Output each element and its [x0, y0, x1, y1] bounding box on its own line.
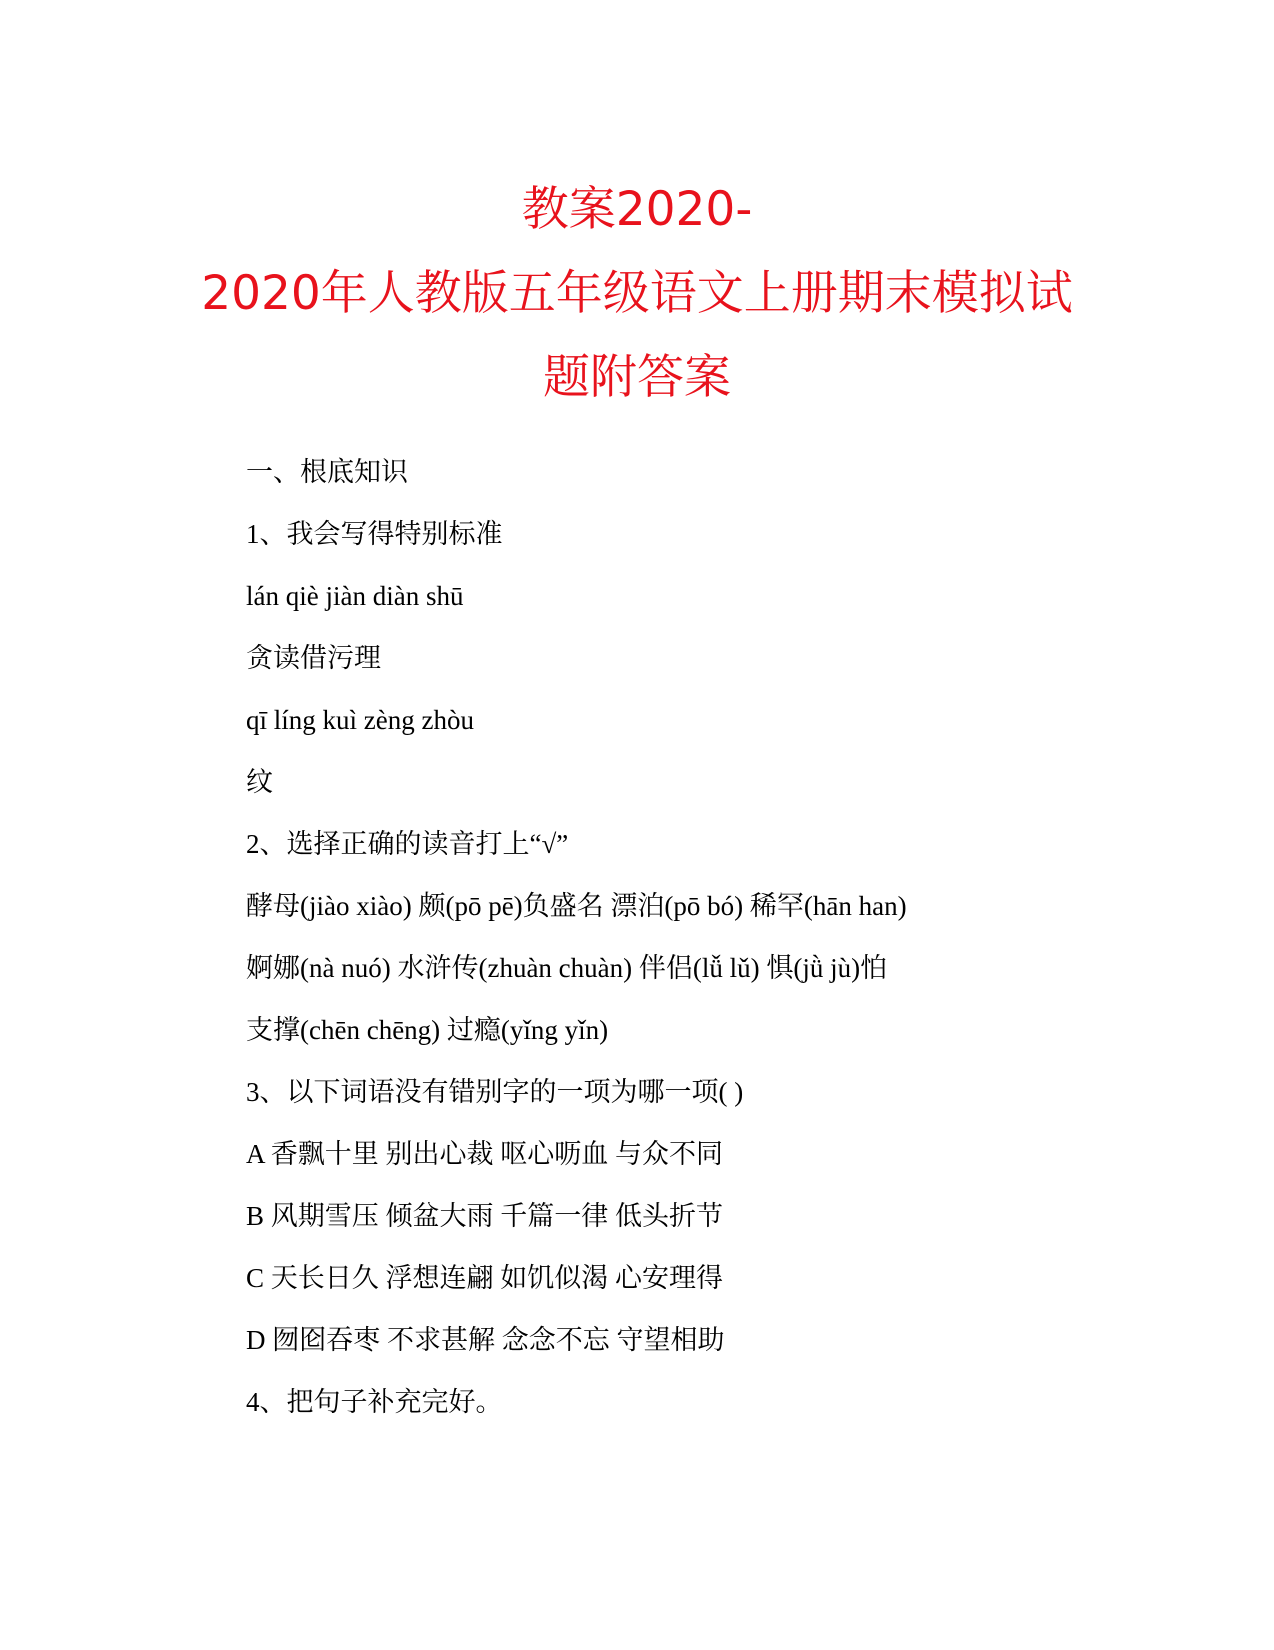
title-line-2: 2020年人教版五年级语文上册期末模拟试	[201, 266, 1073, 321]
title-line-1: 教案2020-	[521, 182, 753, 237]
option-b: B 风期雪压 倾盆大雨 千篇一律 低头折节	[246, 1201, 724, 1231]
question-1-heading: 1、我会写得特别标准	[246, 519, 503, 549]
word-row-2: 纹	[246, 767, 273, 797]
word-row-1: 贪读借污理	[246, 643, 381, 673]
pronunciation-row-3: 支撑(chēn chēng) 过瘾(yǐng yǐn)	[246, 1015, 609, 1045]
pronunciation-row-2: 婀娜(nà nuó) 水浒传(zhuàn chuàn) 伴侣(lǚ lǔ) 惧(jǜ jù)怕	[246, 953, 888, 983]
question-3-heading: 3、以下词语没有错别字的一项为哪一项( )	[246, 1077, 744, 1107]
document-title	[150, 168, 1124, 420]
pronunciation-row-1: 酵母(jiào xiào) 颇(pō pē)负盛名 漂泊(pō bó) 稀罕(hān han)	[246, 891, 907, 921]
section-heading: 一、根底知识	[246, 457, 408, 487]
pinyin-row-2: qī líng kuì zèng zhòu	[246, 705, 474, 735]
pinyin-row-1: lán qiè jiàn diàn shū	[246, 581, 464, 611]
option-c: C 天长日久 浮想连翩 如饥似渴 心安理得	[246, 1263, 724, 1293]
option-d: D 囫囵吞枣 不求甚解 念念不忘 守望相助	[246, 1325, 725, 1355]
question-4-heading: 4、把句子补充完好。	[246, 1387, 503, 1417]
title-line-3: 题附答案	[543, 350, 731, 405]
question-2-heading: 2、选择正确的读音打上“√”	[246, 829, 569, 859]
option-a: A 香飘十里 别出心裁 呕心呖血 与众不同	[246, 1139, 724, 1169]
